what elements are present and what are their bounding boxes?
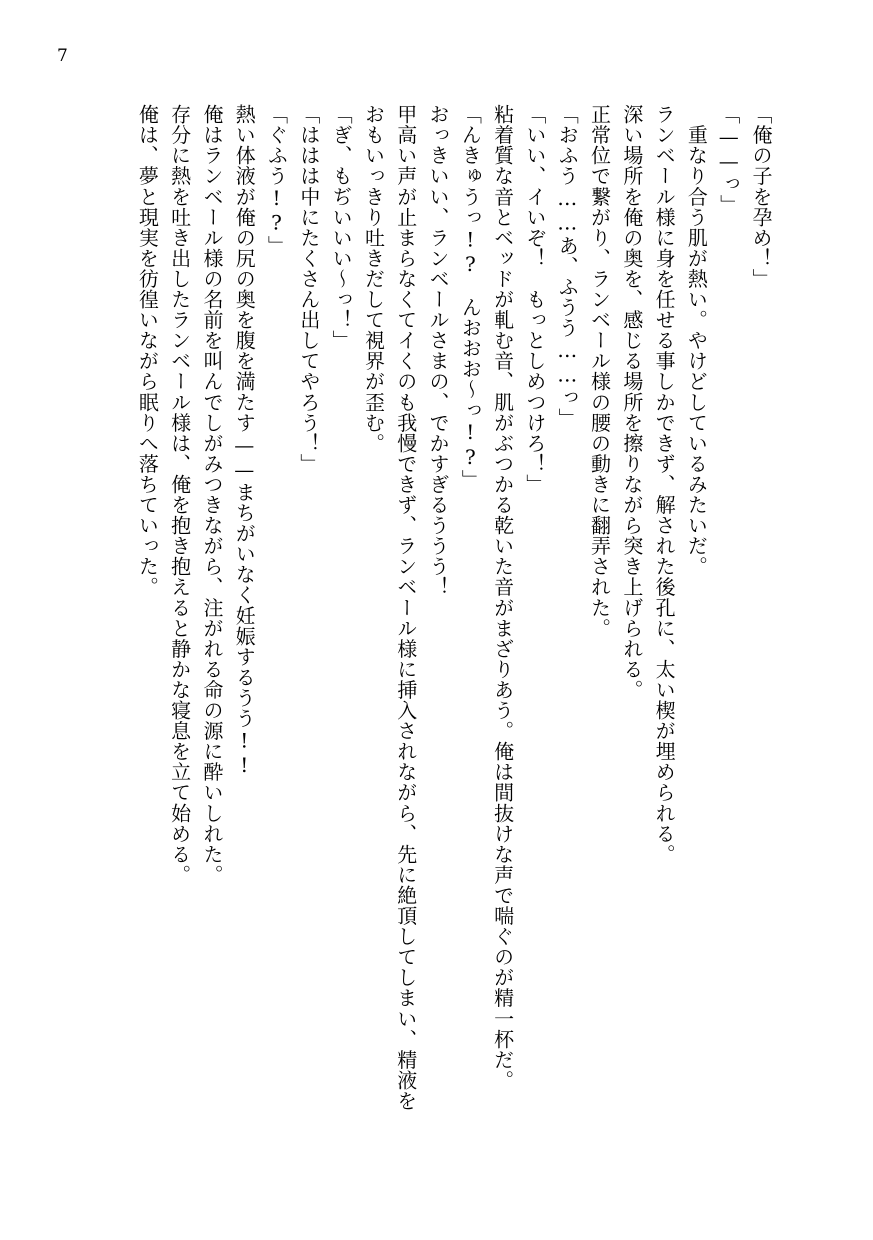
text-line: 「いい、イいぞ！ もっとしめつけろ！」 bbox=[522, 104, 547, 495]
text-line: 俺は、夢と現実を彷徨いながら眠りへ落ちていった。 bbox=[135, 104, 160, 598]
text-line: 存分に熱を吐き出したランベール様は、俺を抱き抱えると静かな寝息を立て始める。 bbox=[167, 104, 192, 885]
text-line: 「——っ」 bbox=[716, 104, 741, 215]
text-line: 「ははは中にたくさん出してやろう！」 bbox=[296, 104, 321, 474]
text-line: 甲高い声が止まらなくてイくのも我慢できず、ランベール様に挿入されながら、先に絶頂してしまい、精液を bbox=[393, 104, 418, 1111]
text-line: 粘着質な音とベッドが軋む音、肌がぶつかる乾いた音がまざりあう。俺は間抜けな声で喘ぐのが精一杯だ。 bbox=[490, 104, 515, 1091]
vertical-text-block bbox=[131, 104, 777, 1164]
text-line: 「俺の子を孕め！」 bbox=[749, 104, 773, 289]
text-line: 深い場所を俺の奥を、感じる場所を擦りながら突き上げられる。 bbox=[619, 104, 644, 700]
page-number: 7 bbox=[57, 46, 68, 66]
text-line: 「おふう……あ、ふうう……っ」 bbox=[555, 104, 580, 429]
text-line: 俺はランベール様の名前を叫んでしがみつきながら、注がれる命の源に酔いしれた。 bbox=[199, 104, 224, 885]
text-line: 「んきゅうっ!? んおおお～っ!?」 bbox=[458, 104, 483, 490]
text-line: 熱い体液が俺の尻の奥を腹を満たす——まちがいなく妊娠するうう!! bbox=[232, 104, 257, 778]
text-line: おもいっきり吐きだして視界が歪む。 bbox=[361, 104, 386, 454]
text-line: 「ぎ、もぢいいい～っ！」 bbox=[329, 104, 354, 351]
text-line: おっきいい、ランベールさまの、でかすぎるううう！ bbox=[426, 104, 451, 598]
text-line: 正常位で繋がり、ランベール様の腰の動きに翻弄された。 bbox=[587, 104, 612, 639]
text-line: 重なり合う肌が熱い。やけどしているみたいだ。 bbox=[684, 104, 709, 577]
text-line: 「ぐふう!?」 bbox=[264, 104, 289, 256]
text-line: ランベール様に身を任せる事しかできず、解された後孔に、太い楔が埋められる。 bbox=[652, 104, 677, 865]
